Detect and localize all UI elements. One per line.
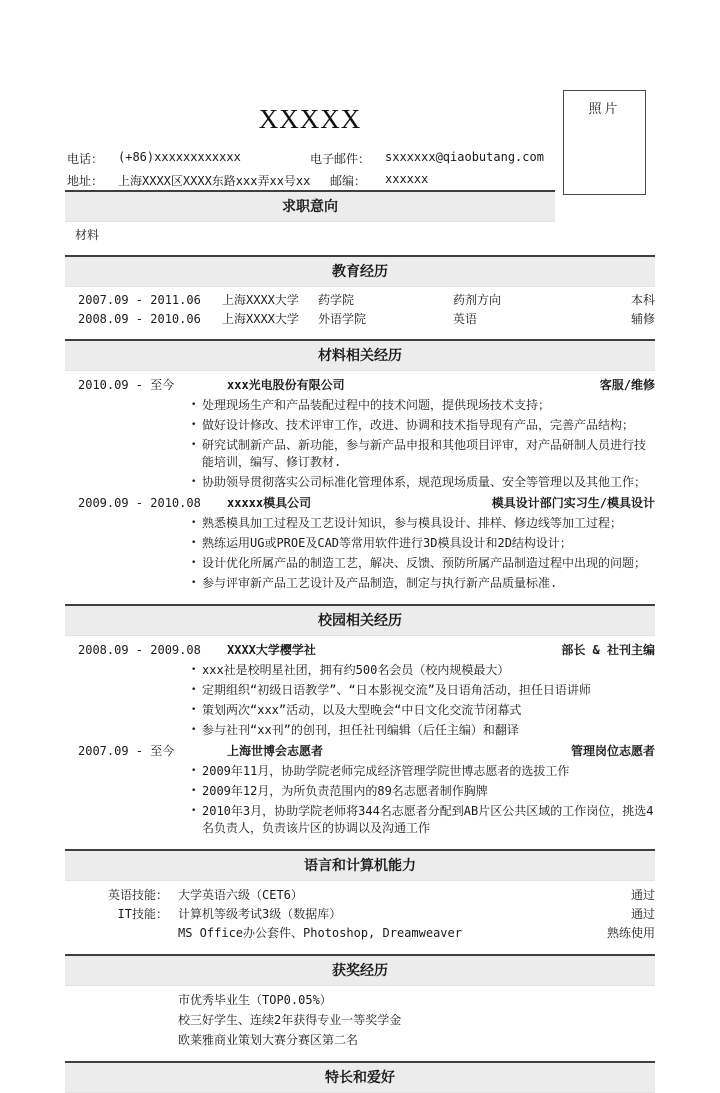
work-entry (65, 376, 655, 491)
section-title-education: 教育经历 (65, 255, 655, 287)
campus-role: 部长 & 社刊主编 (561, 643, 655, 657)
work-role: 客服/维修 (599, 378, 655, 392)
education-college: 药学院 (318, 293, 355, 307)
education-school: 上海XXXX大学 (222, 312, 299, 326)
education-row (65, 291, 655, 310)
education-major: 英语 (453, 312, 478, 326)
campus-bullet: • 参与社刊“xx刊”的创刊，担任社刊编辑（后任主编）和翻译 (65, 722, 655, 739)
address-label: 地址： (67, 174, 104, 188)
work-bullet-list (65, 515, 655, 592)
objective-content: 材料 (75, 228, 100, 242)
skill-value: 计算机等级考试3级（数据库） (178, 907, 342, 921)
campus-bullet: • 定期组织“初级日语教学”、“日本影视交流”及日语角活动，担任日语讲师 (65, 682, 655, 699)
skill-label: 英语技能： (107, 888, 168, 902)
candidate-name: XXXXX (258, 104, 362, 134)
work-bullet: • 熟练运用UG或PROE及CAD等常用软件进行3D模具设计和2D结构设计； (65, 535, 655, 552)
education-table (65, 287, 655, 334)
campus-entry-header (65, 742, 655, 761)
work-period: 2010.09 - 至今 (78, 378, 175, 392)
section-title-campus: 校园相关经历 (65, 604, 655, 636)
section-title-objective: 求职意向 (65, 190, 555, 222)
work-bullet: • 研究试制新产品、新功能，参与新产品申报和其他项目评审，对产品研制人员进行技能培训，编写、修订教材. (65, 437, 655, 471)
skill-status: 通过 (630, 888, 655, 902)
email-label: 电子邮件： (310, 152, 371, 166)
education-college: 外语学院 (318, 312, 367, 326)
education-row (65, 310, 655, 329)
section-title-work: 材料相关经历 (65, 339, 655, 371)
section-title-awards: 获奖经历 (65, 954, 655, 986)
skill-value: MS Office办公套件、Photoshop, Dreamweaver (178, 926, 462, 940)
skill-row (65, 924, 655, 943)
section-title-skills: 语言和计算机能力 (65, 849, 655, 881)
campus-bullet-list (65, 763, 655, 837)
skill-row (65, 905, 655, 924)
skills-table (65, 881, 655, 949)
campus-org: XXXX大学樱学社 (227, 643, 316, 657)
email-value: sxxxxxx@qiaobutang.com (385, 150, 544, 164)
campus-bullet: • xxx社是校明星社团，拥有约500名会员（校内规模最大） (65, 662, 655, 679)
work-role: 模具设计部门实习生/模具设计 (491, 496, 655, 510)
skill-status: 通过 (630, 907, 655, 921)
campus-entry (65, 742, 655, 837)
work-bullet: • 熟悉模具加工过程及工艺设计知识，参与模具设计、排样、修边线等加工过程； (65, 515, 655, 532)
work-org: xxxxx模具公司 (227, 496, 312, 510)
campus-org: 上海世博会志愿者 (227, 744, 324, 758)
education-school: 上海XXXX大学 (222, 293, 299, 307)
work-bullet: • 设计优化所属产品的制造工艺，解决、反馈、预防所属产品制造过程中出现的问题； (65, 555, 655, 572)
skill-row (65, 886, 655, 905)
campus-bullet: • 2010年3月，协助学院老师将344名志愿者分配到AB片区公共区域的工作岗位，挑选4名负责人，负责该片区的协调以及沟通工作 (65, 803, 655, 837)
award-item: 欧莱雅商业策划大赛分赛区第二名 (178, 1033, 359, 1047)
work-bullet-list (65, 397, 655, 491)
award-item: 市优秀毕业生（TOP0.05%） (178, 993, 332, 1007)
education-degree: 辅修 (630, 312, 655, 326)
campus-bullet: • 2009年11月，协助学院老师完成经济管理学院世博志愿者的选拔工作 (65, 763, 655, 780)
education-major: 药剂方向 (453, 293, 502, 307)
campus-bullet-list (65, 662, 655, 739)
resume-content (65, 88, 655, 1093)
phone-label: 电话： (67, 152, 104, 166)
photo-placeholder (563, 90, 646, 195)
address-value: 上海XXXX区XXXX东路xxx弄xx号xx (118, 174, 311, 188)
campus-period: 2008.09 - 2009.08 (78, 643, 201, 657)
postcode-label: 邮编： (330, 174, 367, 188)
work-bullet: • 做好设计修改、技术评审工作，改进、协调和技术指导现有产品，完善产品结构； (65, 417, 655, 434)
campus-bullet: • 策划两次“xxx”活动，以及大型晚会“中日文化交流节闭幕式 (65, 702, 655, 719)
skill-label (65, 924, 168, 943)
awards-list (65, 986, 655, 1056)
work-org: xxx光电股份有限公司 (227, 378, 345, 392)
campus-role: 管理岗位志愿者 (570, 744, 655, 758)
work-bullet: • 参与评审新产品工艺设计及产品制造，制定与执行新产品质量标准. (65, 575, 655, 592)
award-item: 校三好学生、连续2年获得专业一等奖学金 (178, 1013, 402, 1027)
campus-bullet: • 2009年12月，为所负责范围内的89名志愿者制作胸牌 (65, 783, 655, 800)
phone-value: (+86)xxxxxxxxxxxx (118, 150, 241, 164)
work-bullet: • 处理现场生产和产品装配过程中的技术问题，提供现场技术支持； (65, 397, 655, 414)
work-entry (65, 494, 655, 592)
campus-entry-header (65, 641, 655, 660)
work-entry-header (65, 494, 655, 513)
campus-period: 2007.09 - 至今 (78, 744, 175, 758)
work-bullet: • 协助领导贯彻落实公司标准化管理体系，规范现场质量、安全等管理以及其他工作； (65, 474, 655, 491)
skill-label: IT技能： (117, 907, 168, 921)
work-period: 2009.09 - 2010.08 (78, 496, 201, 510)
photo-label: 照片 (588, 102, 621, 117)
work-entry-header (65, 376, 655, 395)
postcode-value: xxxxxx (385, 172, 429, 186)
campus-entries (65, 636, 655, 844)
education-period: 2008.09 - 2010.06 (78, 312, 201, 326)
section-title-hobbies: 特长和爱好 (65, 1061, 655, 1093)
education-degree: 本科 (630, 293, 655, 307)
education-period: 2007.09 - 2011.06 (78, 293, 201, 307)
resume-header (65, 88, 655, 190)
skill-status: 熟练使用 (606, 926, 655, 940)
campus-entry (65, 641, 655, 739)
work-entries (65, 371, 655, 599)
skill-value: 大学英语六级（CET6） (178, 888, 303, 902)
